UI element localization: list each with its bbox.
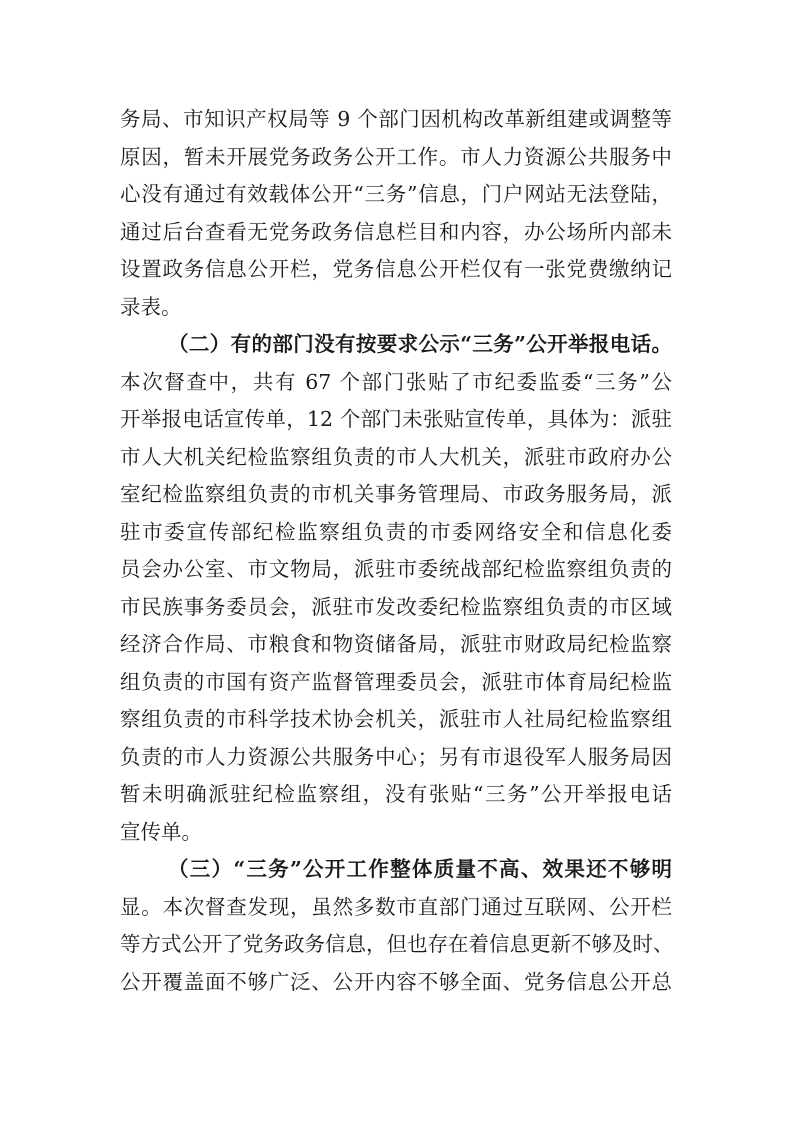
text-line: 设置政务信息公开栏，党务信息公开栏仅有一张党费缴纳记 — [120, 257, 672, 281]
section-2-heading: （二）有的部门没有按要求公示“三务”公开举报电话。 — [168, 332, 672, 356]
text-line: 暂未明确派驻纪检监察组，没有张贴“三务”公开举报电话 — [120, 782, 672, 806]
text-line: 驻市委宣传部纪检监察组负责的市委网络安全和信息化委 — [120, 519, 672, 544]
text-line: 录表。 — [120, 294, 182, 319]
text-line: 负责的市人力资源公共服务中心；另有市退役军人服务局因 — [120, 744, 672, 769]
text-line: 心没有通过有效载体公开“三务”信息，门户网站无法登陆， — [120, 182, 672, 206]
text-line: 宣传单。 — [120, 819, 202, 844]
text-line: 开举报电话宣传单，12 个部门未张贴宣传单，具体为：派驻 — [120, 407, 672, 431]
text-line: 显。本次督查发现，虽然多数市直部门通过互联网、公开栏 — [120, 894, 672, 919]
section-3-paragraph — [120, 851, 676, 1001]
text-line: 市民族事务委员会，派驻市发改委纪检监察组负责的市区域 — [120, 594, 672, 619]
section-2-paragraph — [120, 326, 676, 851]
text-line: 等方式公开了党务政务信息，但也存在着信息更新不够及时、 — [120, 932, 674, 956]
text-line: 组负责的市国有资产监督管理委员会，派驻市体育局纪检监 — [120, 669, 672, 694]
text-line: 务局、市知识产权局等 9 个部门因机构改革新组建或调整等 — [120, 107, 672, 131]
section-3-heading: （三）“三务”公开工作整体质量不高、效果还不够明 — [168, 857, 672, 881]
paragraph-continuation — [120, 101, 676, 326]
text-line: 原因，暂未开展党务政务公开工作。市人力资源公共服务中 — [120, 144, 672, 169]
text-line: 本次督查中，共有 67 个部门张贴了市纪委监委“三务”公 — [120, 369, 672, 394]
text-line: 通过后台查看无党务政务信息栏目和内容，办公场所内部未 — [120, 219, 672, 244]
text-line: 员会办公室、市文物局，派驻市委统战部纪检监察组负责的 — [120, 557, 672, 581]
text-line: 公开覆盖面不够广泛、公开内容不够全面、党务信息公开总 — [120, 969, 672, 994]
text-line: 室纪检监察组负责的市机关事务管理局、市政务服务局，派 — [120, 482, 672, 506]
text-line: 经济合作局、市粮食和物资储备局，派驻市财政局纪检监察 — [120, 632, 672, 656]
text-line: 市人大机关纪检监察组负责的市人大机关，派驻市政府办公 — [120, 444, 672, 469]
text-line: 察组负责的市科学技术协会机关，派驻市人社局纪检监察组 — [120, 707, 672, 731]
document-page — [120, 101, 676, 1001]
